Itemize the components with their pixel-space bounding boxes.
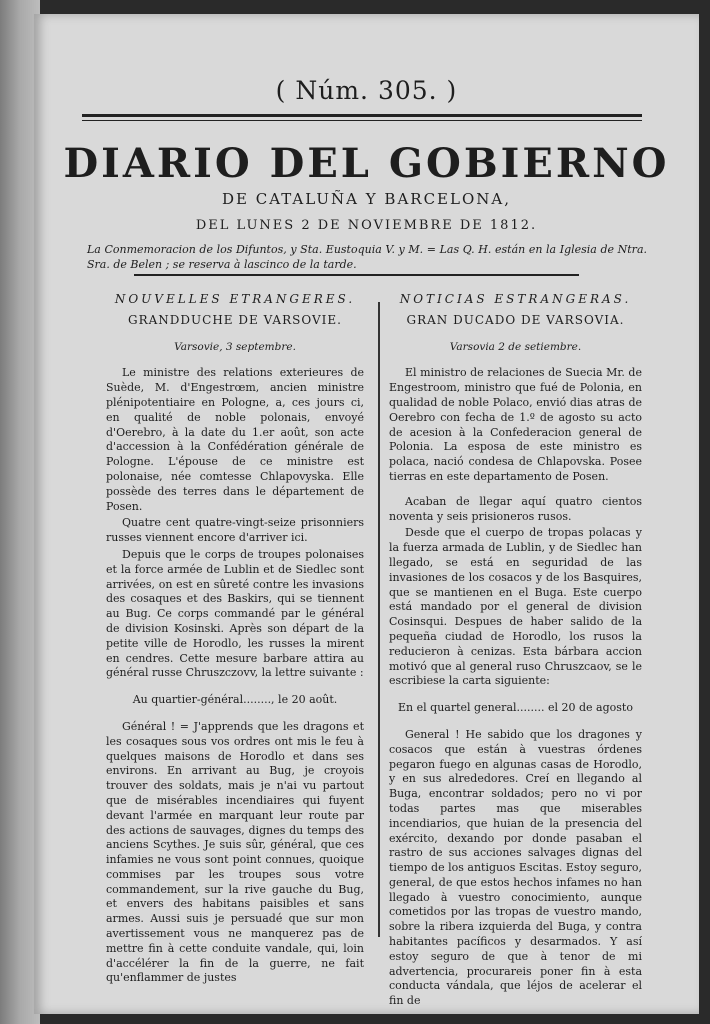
spanish-dateline: Varsovia 2 de setiembre.	[449, 340, 582, 353]
french-letter: Général ! = J'apprends que les dragons et les cosaques sous vos ordres ont mis le feu à quelques maisons de Horodlo et dans ses environs. En arrivant au Bug, je croyois trouver des soldats, mais je n'ai vu partout que de misérables incendiaires qui fuyent devant l'armée en marquant leur route par des actions de sauvages, dignes du temps des anciens Scythes. Je suis sûr, général, que ces infamies ne vous sont point connues, quoique commises par les troupes sous votre commandement, sur la rive gauche du Bug, et envers des habitans paisibles et sans armes. Aussi suis je persuadé que sur mon avertissement vous ne manquerez pas de mettre fin à cette conduite vandale, qui, loin d'accélérer la fin de la guerre, ne fait qu'enflammer de justes	[106, 719, 364, 985]
masthead-subtitle: DE CATALUÑA Y BARCELONA,	[222, 190, 511, 208]
french-paragraph: Depuis que le corps de troupes polonaises et la force armée de Lublin et de Siedlec sont arrivées, on est en sûreté contre les invasions des cosaques et des Baskirs, qui se tiennent au Bug. Ce corps commandé par le général de division Kosinski. Après son départ de la petite ville de Horodlo, les russes la mirent en cendres. Cette mesure barbare attira au général russe Chruszczovv, la lettre suivante :	[106, 547, 364, 680]
top-rule-thin	[82, 120, 642, 121]
spanish-column	[389, 292, 642, 1011]
header-bottom-rule	[134, 274, 579, 276]
spanish-paragraph: Desde que el cuerpo de tropas polacas y la fuerza armada de Lublin, y de Siedlec han llegado, se está en seguridad de las invasiones de los cosacos y de los Basquires, que se mantienen en el Buga. Este cuerpo está mandado por el general de division Cosinsqui. Despues de haber salido de la pequeña ciudad de Horodlo, los rusos la reducieron à cenizas. Esta bárbara accion motivó que al general ruso Chruszcaov, se le escribiese la carta siguiente:	[389, 526, 642, 688]
french-paragraph: Le ministre des relations exterieures de Suède, M. d'Engestrœm, ancien ministre plénipotentiaire en Pologne, a, ces jours ci, en qualité de noble polonais, envoyé d'Oerebro, à la date du 1.er août, son acte d'accession à la Confédération générale de Pologne. L'épouse de ce ministre est polonaise, née comtesse Chlapovyska. Elle possède des terres dans le département de Posen.	[106, 366, 364, 513]
spanish-subheading: GRAN DUCADO DE VARSOVIA.	[406, 312, 625, 327]
spanish-letter: General ! He sabido que los dragones y cosacos que están à vuestras órdenes pegaron fuego en algunas casas de Horodlo, y en sus alrededores. Creí en llegando al Buga, encontrar soldados; pero no vi por todas partes mas que miserables incendiarios, que huian de la presencia del exército, dexando por donde pasaban el rastro de sus acciones salvages dignas del tiempo de los antiguos Escitas. Estoy seguro, general, de que estos hechos infames no han llegado à vuestro conocimiento, aunque cometidos por las tropas de vuestro mando, sobre la ribera izquierda del Buga, y contra habitantes pacíficos y desarmados. Y así estoy seguro de que à tenor de mi advertencia, procurareis poner fin à esta conducta vándala, que léjos de acelerar el fin de	[389, 727, 642, 1008]
spanish-heading: NOTICIAS ESTRANGERAS.	[399, 292, 632, 306]
spanish-paragraph: Acaban de llegar aquí quatro cientos noventa y seis prisioneros rusos.	[389, 494, 642, 523]
french-heading: NOUVELLES ETRANGERES.	[114, 292, 356, 306]
issue-number: ( Núm. 305. )	[275, 76, 458, 105]
french-dateline: Varsovie, 3 septembre.	[174, 340, 296, 353]
issue-date: DEL LUNES 2 DE NOVIEMBRE DE 1812.	[195, 218, 538, 233]
commemoration-text: La Conmemoracion de los Difuntos, y Sta. Eustoquia V. y M. = Las Q. H. están en la Iglesia de Ntra. Sra. de Belen ; se reserva à lascinco de la tarde.	[87, 243, 647, 271]
french-subheading: GRANDDUCHE DE VARSOVIE.	[128, 312, 342, 327]
french-letter-header: Au quartier-général........, le 20 août.	[132, 693, 338, 707]
spanish-letter-header: En el quartel general........ el 20 de agosto	[398, 701, 633, 715]
french-paragraph: Quatre cent quatre-vingt-seize prisonniers russes viennent encore d'arriver ici.	[106, 516, 364, 545]
french-column	[106, 292, 364, 988]
column-divider	[378, 302, 380, 937]
commemoration-note	[87, 242, 647, 272]
masthead-title: DIARIO DEL GOBIERNO	[63, 140, 670, 187]
spanish-paragraph: El ministro de relaciones de Suecia Mr. de Engestroom, ministro que fué de Polonia, en qualidad de noble Polaco, envió dias atras de Oerebro con fecha de 1.º de agosto su acto de acesion à la Confederacion general de Polonia. La esposa de este ministro es polaca, nació condesa de Chlapovska. Posee tierras en este departamento de Posen.	[389, 366, 642, 483]
newspaper-page	[34, 14, 699, 1014]
top-rule-thick	[82, 114, 642, 117]
